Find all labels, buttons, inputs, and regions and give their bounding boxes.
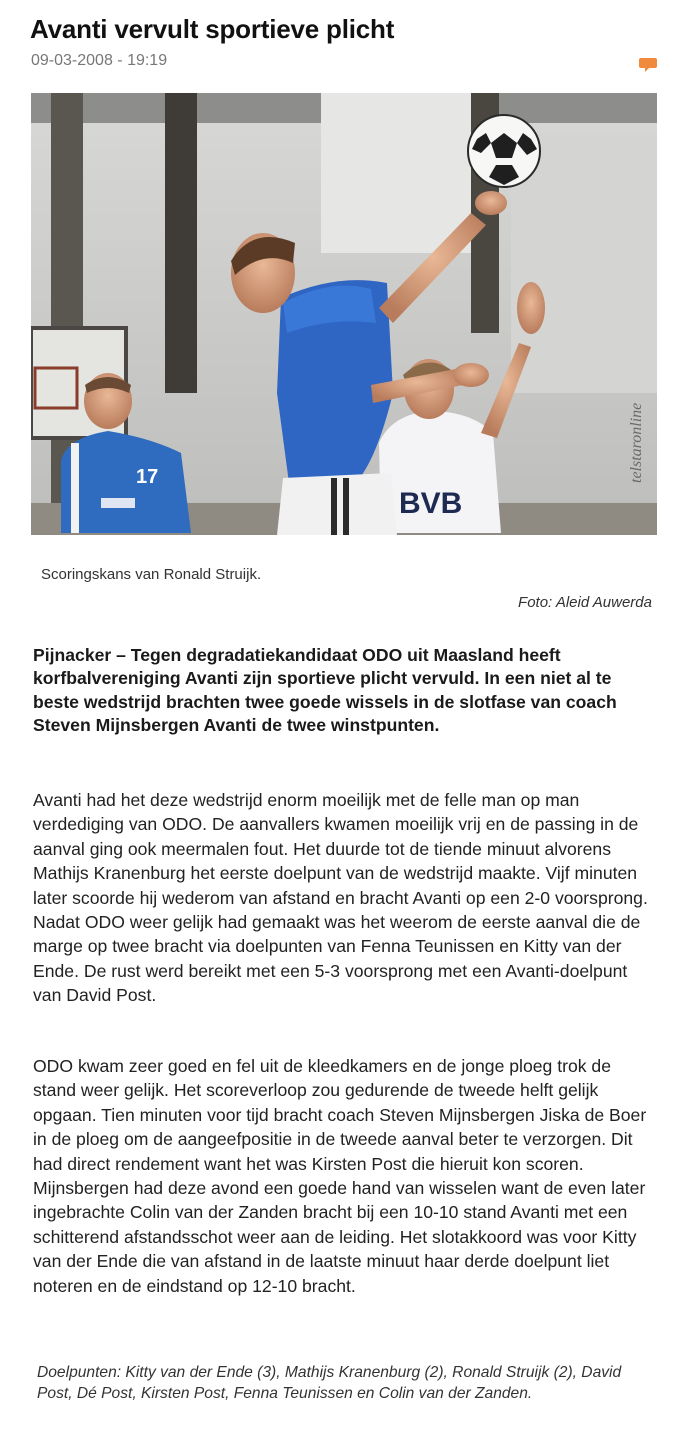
article-paragraph: Avanti had het deze wedstrijd enorm moeilijk met de felle man op man verdediging van ODO. De aanvallers kwamen moeilijk vrij en de passing in de aanval ging ook meermalen fout. Het duurde tot de tiende minuut alvorens Mathijs Kranenburg het eerste doelpunt van de wedstrijd maakte. Vijf minuten later scoorde hij wederom van afstand en bracht Avanti op een 2-0 voorsprong. Nadat ODO weer gelijk had gemaakt was het weerom de eerste aanval die de marge op twee bracht via doelpunten van Fenna Teunissen en Kitty van der Ende. De rust werd bereikt met een 5-3 voorsprong met een Avanti-doelpunt van David Post.	[33, 790, 648, 1006]
article-title: Avanti vervult sportieve plicht	[30, 14, 395, 44]
photo-caption: Scoringskans van Ronald Struijk.	[41, 566, 262, 583]
speech-bubble-icon[interactable]	[638, 56, 658, 74]
article-lead: Pijnacker – Tegen degradatiekandidaat ODO uit Maasland heeft korfbalvereniging Avanti zijn sportieve plicht vervuld. In een niet al te beste wedstrijd brachten twee goede wissels in de slotfase van coach Steven Mijnsbergen Avanti de twee winstpunten.	[33, 645, 617, 736]
article-paragraph: ODO kwam zeer goed en fel uit de kleedkamers en de jonge ploeg trok de stand weer gelijk. Het scoreverloop zou gedurende de tweede helft gelijk opgaan. Tien minuten voor tijd bracht coach Steven Mijnsbergen Jiska de Boer in de ploeg om de aangeefpositie in de tweede aanval beter te verzorgen. Dit had direct rendement want het was Kirsten Post die hieruit kon scoren. Mijnsbergen had deze avond een goede hand van wisselen want de even later ingebrachte Colin van der Zanden bracht bij een 10-10 stand Avanti met een schitterend afstandsschot weer aan de leiding. Het slotakkoord was voor Kitty van der Ende die van afstand in de laatste minuut haar derde doelpunt liet noteren en de eindstand op 12-10 bracht.	[33, 1056, 647, 1296]
article-photo	[31, 93, 657, 535]
article-date: 09-03-2008 - 19:19	[31, 52, 168, 69]
photo-watermark: telstaronline	[628, 402, 645, 483]
jersey-text: BVB	[399, 487, 463, 520]
jersey-number: 17	[136, 466, 159, 488]
photo-credit: Foto: Aleid Auwerda	[518, 594, 652, 611]
article-scorers: Doelpunten: Kitty van der Ende (3), Mathijs Kranenburg (2), Ronald Struijk (2), David Post, Dé Post, Kirsten Post, Fenna Teunissen en Colin van der Zanden.	[37, 1364, 622, 1402]
